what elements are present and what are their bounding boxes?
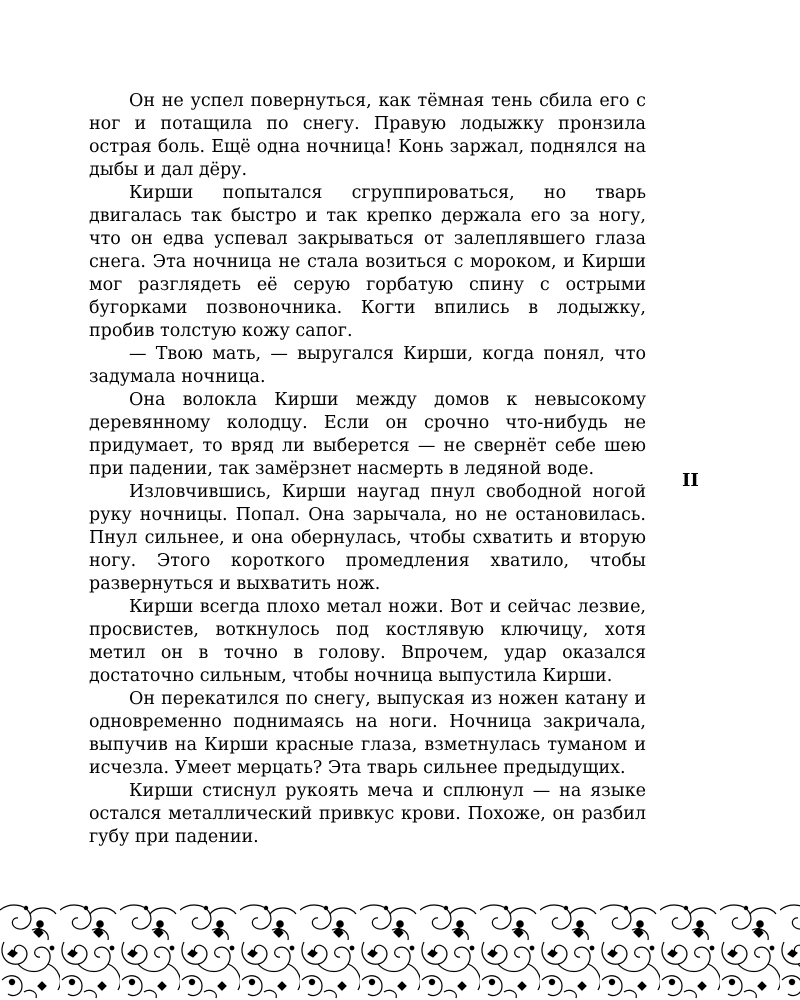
paragraph: Он не успел повернуться, как тёмная тень сбила его с ног и потащила по снегу. Правую лодыжку пронзила острая боль. Ещё одна ночница! Конь заржал, поднялся на дыбы и дал дёру. [89, 91, 646, 180]
text-block [89, 90, 646, 849]
paragraph: Кирши стиснул рукоять меча и сплюнул — на языке остался металлический привкус крови. Похоже, он разбил губу при падении. [89, 781, 646, 847]
paragraph: Она волокла Кирши между домов к невысокому деревянному колодцу. Если он срочно что-нибудь не придумает, то вряд ли выберется — не свернёт себе шею при падении, так замёрзнет насмерть в ледяной воде. [89, 390, 646, 479]
paragraph: Он перекатился по снегу, выпуская из ножен катану и одновременно поднимаясь на ноги. Ночница закричала, выпучив на Кирши красные глаза, взметнулась туманом и исчезла. Умеет мерцать? Эта тварь сильнее предыдущих. [89, 689, 646, 778]
paragraph: Кирши всегда плохо метал ножи. Вот и сейчас лезвие, просвистев, воткнулось под костлявую ключицу, хотя метил он в точно в голову. Впрочем, удар оказался достаточно сильным, чтобы ночница выпустила Кирши. [89, 597, 646, 686]
floral-ornament-border [0, 902, 800, 1000]
paragraph: Изловчившись, Кирши наугад пнул свободной ногой руку ночницы. Попал. Она зарычала, но не остановилась. Пнул сильнее, и она обернулась, чтобы схватить и вторую ногу. Этого короткого промедления хватило, чтобы развернуться и выхватить нож. [89, 482, 646, 594]
paragraph: — Твою мать, — выругался Кирши, когда понял, что задумала ночница. [89, 344, 646, 387]
paragraph: Кирши попытался сгруппироваться, но тварь двигалась так быстро и так крепко держала его за ногу, что он едва успевал закрываться от залеплявшего глаза снега. Эта ночница не стала возиться с мороком, и Кирши мог разглядеть её серую горбатую спину с острыми бугорками позвоночника. Когти впились в лодыжку, пробив толстую кожу сапог. [89, 183, 646, 341]
page-number: II [682, 470, 699, 491]
